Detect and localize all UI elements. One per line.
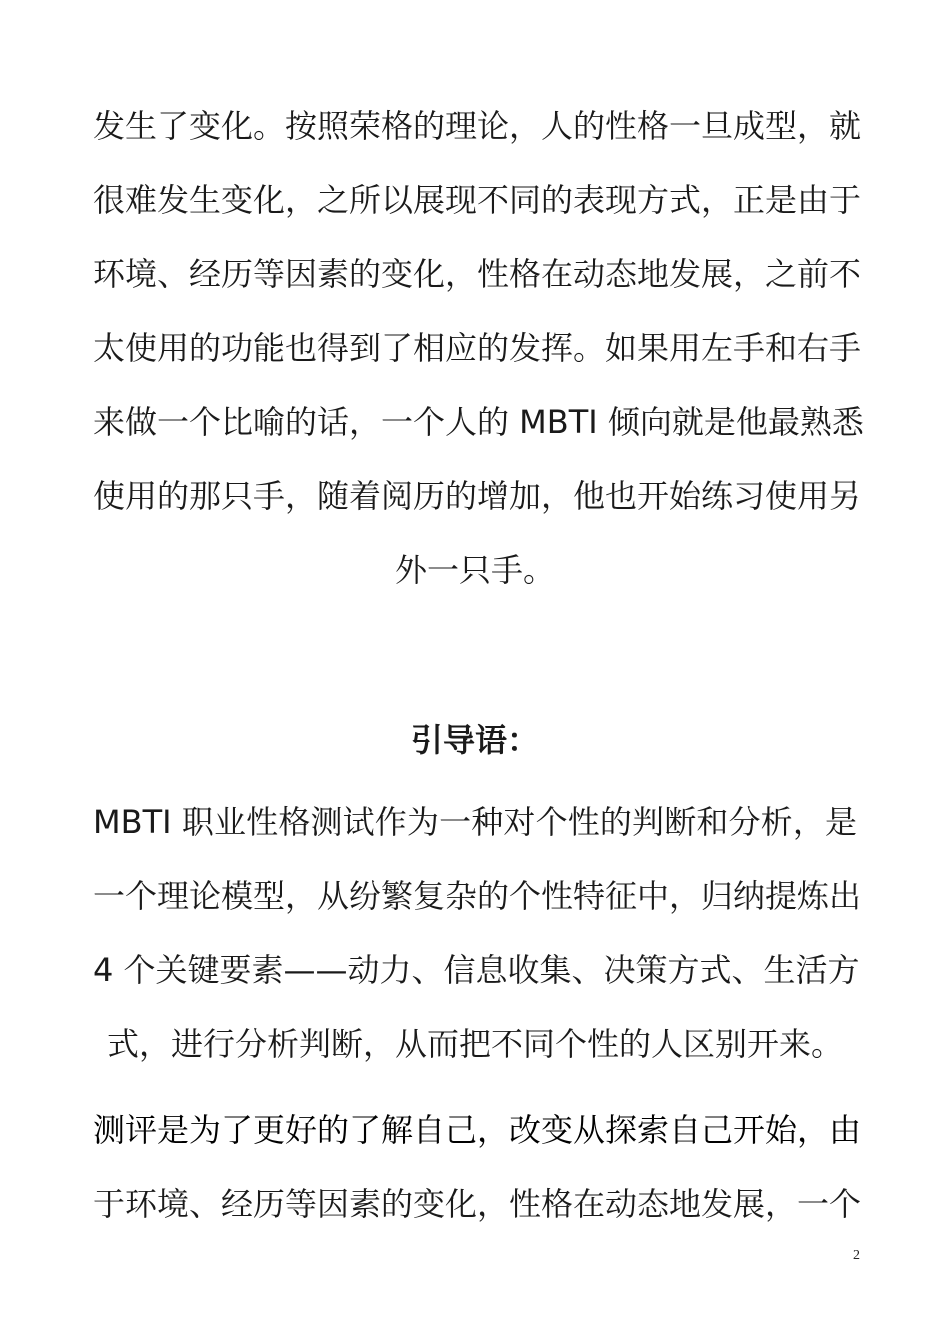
paragraph1-line-2: 很难发生变化，之所以展现不同的表现方式，正是由于 (93, 181, 862, 219)
paragraph1-line-4: 太使用的功能也得到了相应的发挥。如果用左手和右手 (93, 329, 862, 367)
paragraph1-line-5: 来做一个比喻的话，一个人的 MBTI 倾向就是他最熟悉 (93, 403, 864, 441)
paragraph2-line-2: 一个理论模型，从纷繁复杂的个性特征中，归纳提炼出 (93, 877, 862, 915)
paragraph1-line-1: 发生了变化。按照荣格的理论，人的性格一旦成型，就 (93, 107, 862, 145)
paragraph2-line-1: MBTI 职业性格测试作为一种对个性的判断和分析，是 (93, 803, 857, 841)
paragraph1-line-3: 环境、经历等因素的变化，性格在动态地发展，之前不 (93, 255, 862, 293)
paragraph1-line-6: 使用的那只手，随着阅历的增加，他也开始练习使用另 (93, 477, 862, 515)
page-number: 2 (853, 1248, 860, 1263)
section-heading: 引导语： (410, 721, 539, 759)
paragraph2-line-4: 式，进行分析判断，从而把不同个性的人区别开来。 (106, 1025, 843, 1063)
paragraph1-line-7: 外一只手。 (394, 551, 555, 589)
paragraph3-line-2: 于环境、经历等因素的变化，性格在动态地发展，一个 (93, 1185, 862, 1223)
paragraph2-line-3: 4 个关键要素——动力、信息收集、决策方式、生活方 (93, 951, 860, 989)
paragraph3-line-1: 测评是为了更好的了解自己，改变从探索自己开始，由 (93, 1111, 862, 1149)
